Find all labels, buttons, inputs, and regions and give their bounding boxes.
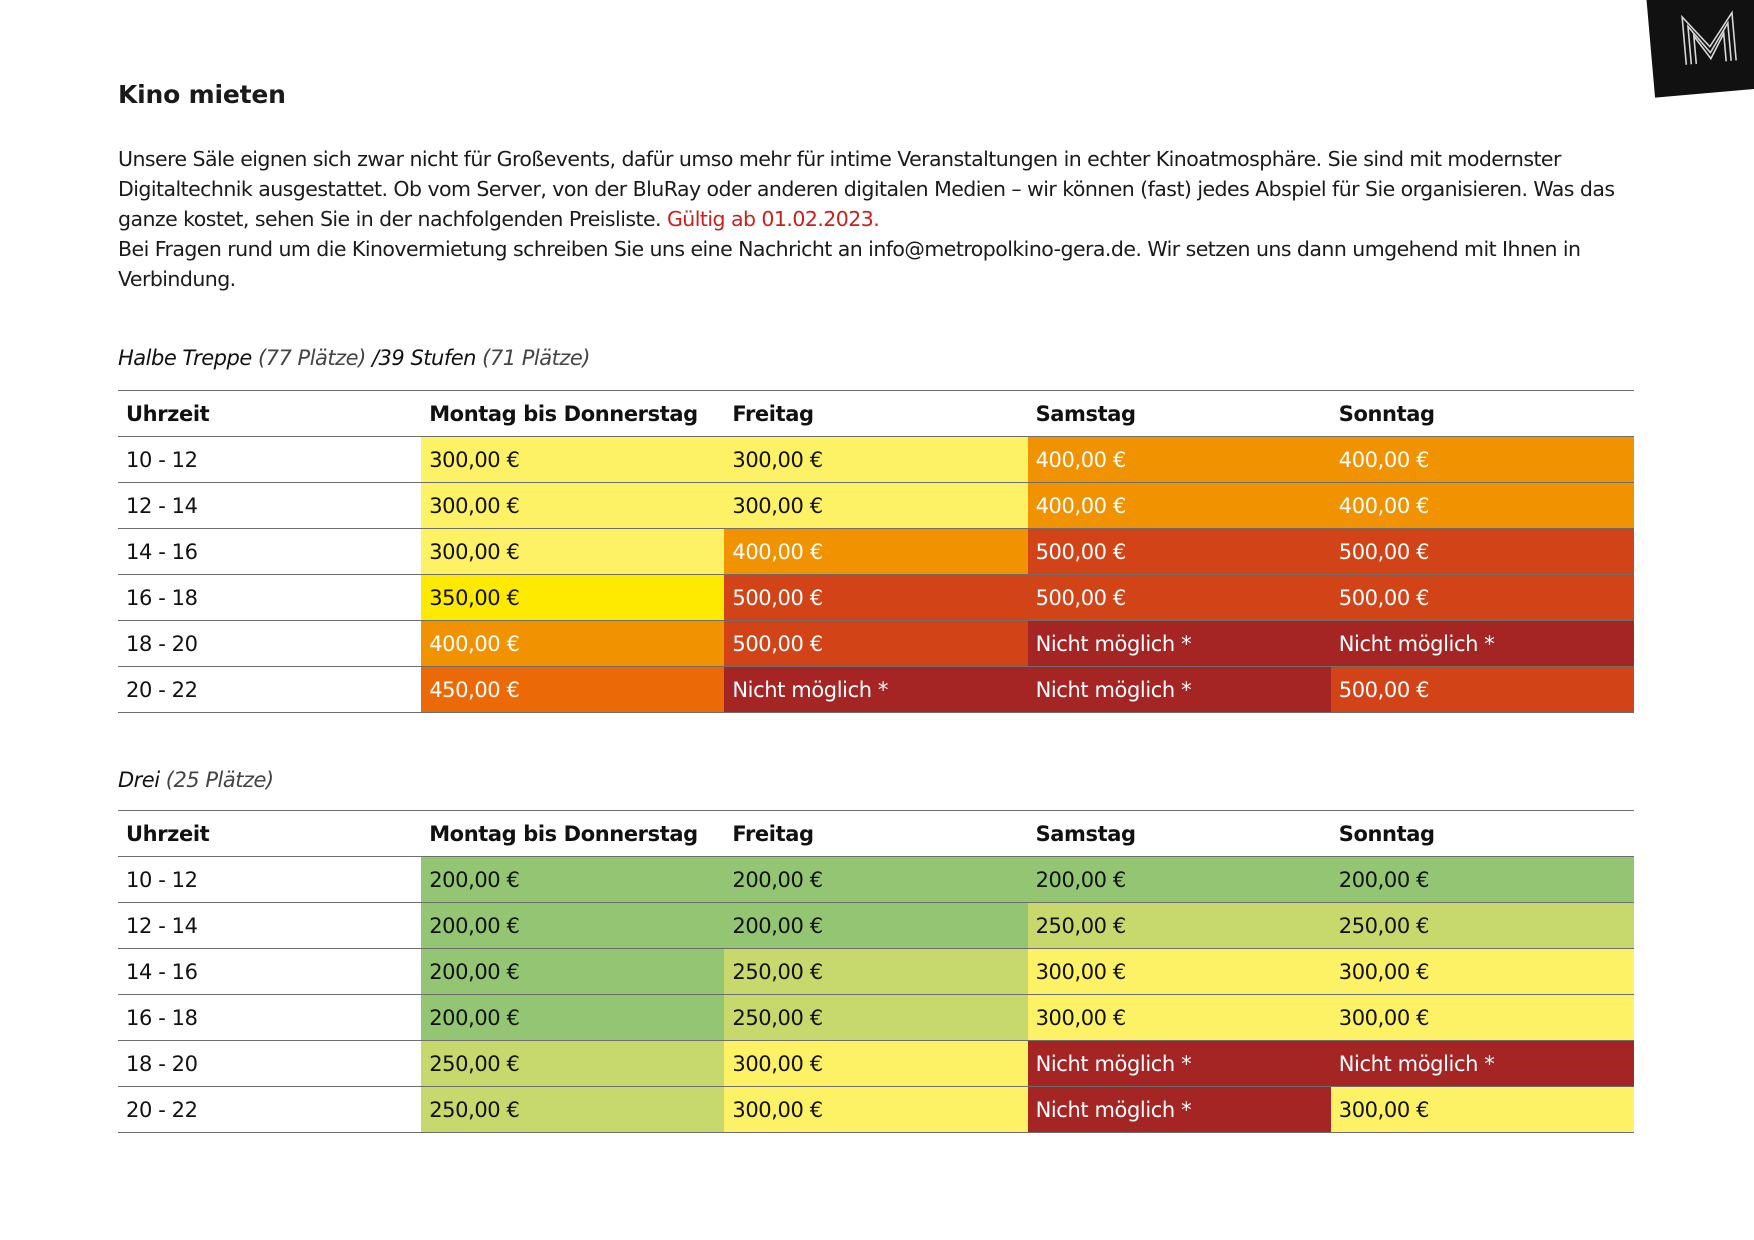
column-header: Samstag	[1028, 811, 1331, 857]
price-cell: Nicht möglich *	[724, 667, 1027, 713]
intro-text	[118, 144, 1638, 294]
price-cell: 300,00 €	[421, 437, 724, 483]
price-cell: 500,00 €	[1331, 667, 1634, 713]
price-cell: 300,00 €	[1331, 949, 1634, 995]
time-slot: 14 - 16	[118, 949, 421, 995]
page-title: Kino mieten	[118, 80, 286, 109]
column-header: Uhrzeit	[118, 391, 421, 437]
price-cell: 400,00 €	[1028, 437, 1331, 483]
price-cell: 300,00 €	[724, 1087, 1027, 1133]
column-header: Uhrzeit	[118, 811, 421, 857]
column-header: Montag bis Donnerstag	[421, 811, 724, 857]
time-slot: 10 - 12	[118, 437, 421, 483]
intro-paragraph-2: Bei Fragen rund um die Kinovermietung schreiben Sie uns eine Nachricht an info@metropolkino-gera.de. Wir setzen uns dann umgehend mit Ihnen in Verbindung.	[118, 237, 1581, 291]
price-cell: 200,00 €	[724, 857, 1027, 903]
price-cell: 300,00 €	[724, 1041, 1027, 1087]
column-header: Freitag	[724, 391, 1027, 437]
price-cell: 200,00 €	[421, 949, 724, 995]
price-cell: 400,00 €	[724, 529, 1027, 575]
time-slot: 12 - 14	[118, 903, 421, 949]
hall-separator: /	[371, 346, 379, 370]
price-cell: 250,00 €	[1028, 903, 1331, 949]
price-cell: 300,00 €	[1331, 995, 1634, 1041]
column-header: Sonntag	[1331, 391, 1634, 437]
price-cell: 300,00 €	[724, 483, 1027, 529]
intro-paragraph-1	[118, 144, 1638, 234]
column-header: Sonntag	[1331, 811, 1634, 857]
price-cell: 500,00 €	[724, 575, 1027, 621]
price-cell: 300,00 €	[1028, 949, 1331, 995]
table-row	[118, 529, 1634, 575]
intro-text-a: Unsere Säle eignen sich zwar nicht für Großevents, dafür umso mehr für intime Veranstaltungen in echter Kinoatmosphäre. Sie sind mit modernster Digitaltechnik ausgestattet. Ob vom Server, von der BluRay oder anderen digitalen Medien – wir können (fast) jedes Abspiel für Sie organisieren. Was das ganze kostet, sehen Sie in der nachfolgenden Preisliste.	[118, 147, 1615, 231]
column-header: Montag bis Donnerstag	[421, 391, 724, 437]
price-cell: 300,00 €	[1331, 1087, 1634, 1133]
time-slot: 18 - 20	[118, 621, 421, 667]
price-cell: 200,00 €	[421, 903, 724, 949]
price-cell: Nicht möglich *	[1028, 1041, 1331, 1087]
price-cell: 300,00 €	[421, 483, 724, 529]
table-row	[118, 1087, 1634, 1133]
table-row	[118, 667, 1634, 713]
table-row	[118, 1041, 1634, 1087]
price-cell: Nicht möglich *	[1331, 1041, 1634, 1087]
price-cell: 400,00 €	[421, 621, 724, 667]
table-row	[118, 857, 1634, 903]
price-cell: 200,00 €	[1331, 857, 1634, 903]
table-header-row	[118, 391, 1634, 437]
table-row	[118, 483, 1634, 529]
price-cell: 500,00 €	[1331, 529, 1634, 575]
time-slot: 10 - 12	[118, 857, 421, 903]
price-cell: Nicht möglich *	[1028, 621, 1331, 667]
time-slot: 16 - 18	[118, 575, 421, 621]
price-cell: 200,00 €	[1028, 857, 1331, 903]
column-header: Freitag	[724, 811, 1027, 857]
price-cell: 400,00 €	[1331, 483, 1634, 529]
price-cell: Nicht möglich *	[1028, 667, 1331, 713]
price-cell: 250,00 €	[1331, 903, 1634, 949]
price-cell: 300,00 €	[421, 529, 724, 575]
time-slot: 16 - 18	[118, 995, 421, 1041]
price-cell: 200,00 €	[421, 995, 724, 1041]
table-row	[118, 621, 1634, 667]
price-cell: 250,00 €	[724, 995, 1027, 1041]
price-cell: 500,00 €	[1028, 529, 1331, 575]
time-slot: 20 - 22	[118, 1087, 421, 1133]
price-cell: 300,00 €	[1028, 995, 1331, 1041]
hall1-seats: (77 Plätze)	[257, 346, 366, 370]
time-slot: 18 - 20	[118, 1041, 421, 1087]
table-row	[118, 437, 1634, 483]
metropol-logo	[1646, 0, 1754, 98]
time-slot: 14 - 16	[118, 529, 421, 575]
table-row	[118, 949, 1634, 995]
price-cell: 400,00 €	[1331, 437, 1634, 483]
price-cell: 200,00 €	[421, 857, 724, 903]
valid-from-note: Gültig ab 01.02.2023.	[666, 207, 880, 231]
hall2-seats: (71 Plätze)	[482, 346, 590, 370]
price-cell: 350,00 €	[421, 575, 724, 621]
table-row	[118, 995, 1634, 1041]
table-row	[118, 903, 1634, 949]
price-cell: 400,00 €	[1028, 483, 1331, 529]
table2-title	[118, 768, 274, 792]
hall3-seats: (25 Plätze)	[165, 768, 274, 792]
table1-title	[118, 346, 590, 370]
hall1-name: Halbe Treppe	[118, 346, 252, 370]
price-cell: 500,00 €	[724, 621, 1027, 667]
column-header: Samstag	[1028, 391, 1331, 437]
hall2-name: 39 Stufen	[378, 346, 476, 370]
price-cell: Nicht möglich *	[1331, 621, 1634, 667]
price-cell: 200,00 €	[724, 903, 1027, 949]
table-row	[118, 575, 1634, 621]
price-cell: 450,00 €	[421, 667, 724, 713]
price-cell: 500,00 €	[1331, 575, 1634, 621]
hall3-name: Drei	[118, 768, 160, 792]
price-cell: 250,00 €	[724, 949, 1027, 995]
price-table-halbe-treppe	[118, 390, 1634, 713]
price-cell: Nicht möglich *	[1028, 1087, 1331, 1133]
table-header-row	[118, 811, 1634, 857]
m-logo-icon	[1678, 6, 1741, 69]
price-cell: 250,00 €	[421, 1041, 724, 1087]
price-cell: 500,00 €	[1028, 575, 1331, 621]
time-slot: 12 - 14	[118, 483, 421, 529]
price-cell: 300,00 €	[724, 437, 1027, 483]
price-cell: 250,00 €	[421, 1087, 724, 1133]
time-slot: 20 - 22	[118, 667, 421, 713]
price-table-drei	[118, 810, 1634, 1133]
